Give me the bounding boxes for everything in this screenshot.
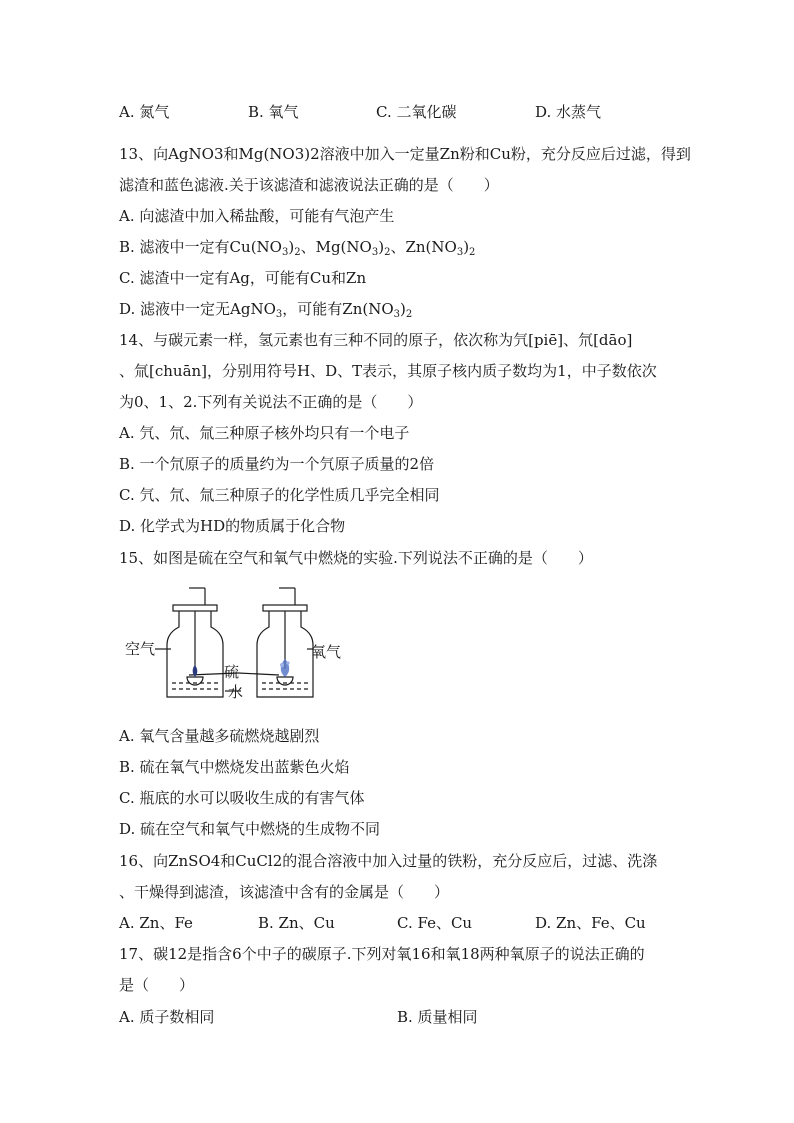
q16-option-a: A. Zn、Fe: [119, 914, 193, 932]
q17-option-b: B. 质量相同: [397, 1008, 478, 1026]
q15-option-a: A. 氧气含量越多硫燃烧越剧烈: [119, 727, 320, 745]
q15-stem: 15、如图是硫在空气和氧气中燃烧的实验.下列说法不正确的是（ ）: [119, 549, 593, 567]
q14-stem-line1: 14、与碳元素一样，氢元素也有三种不同的原子，依次称为氕[piē]、氘[dāo]: [119, 331, 633, 349]
q13-stem-line1: 13、向AgNO3和Mg(NO3)2溶液中加入一定量Zn粉和Cu粉，充分反应后过滤，得到: [119, 145, 691, 163]
q13-stem-line2: 滤渣和蓝色滤液.关于该滤渣和滤液说法正确的是（ ）: [119, 176, 499, 194]
q17-stem-line2: 是（ ）: [119, 976, 195, 994]
q15-option-c: C. 瓶底的水可以吸收生成的有害气体: [119, 789, 365, 807]
q13-option-a: A. 向滤渣中加入稀盐酸，可能有气泡产生: [119, 207, 395, 225]
q13-option-d: D. 滤液中一定无AgNO$_3$，可能有$Zn(NO_3)_2$: [119, 300, 413, 320]
q16-stem-line2: 、干燥得到滤渣，该滤渣中含有的金属是（ ）: [119, 883, 450, 901]
label-sulfur: 硫: [224, 663, 240, 681]
q17-option-a: A. 质子数相同: [119, 1008, 215, 1026]
q14-option-c: C. 氕、氘、氚三种原子的化学性质几乎完全相同: [119, 486, 440, 504]
q14-stem-line2: 、氚[chuān]，分别用符号H、D、T表示，其原子核内质子数均为1，中子数依次: [119, 362, 657, 380]
left-bottle: [167, 588, 223, 697]
q12-option-a: A. 氮气: [119, 103, 170, 121]
q15-option-b: B. 硫在氧气中燃烧发出蓝紫色火焰: [119, 758, 350, 776]
q12-option-d: D. 水蒸气: [535, 103, 602, 121]
q16-option-b: B. Zn、Cu: [258, 914, 335, 932]
q17-stem-line1: 17、碳12是指含6个中子的碳原子.下列对氧16和氧18两种氧原子的说法正确的: [119, 945, 645, 963]
label-air: 空气: [125, 640, 156, 658]
q16-option-d: D. Zn、Fe、Cu: [535, 914, 646, 932]
q12-option-c: C. 二氧化碳: [376, 103, 457, 121]
sulfur-combustion-figure: [125, 585, 350, 705]
q16-option-c: C. Fe、Cu: [397, 914, 473, 932]
q14-stem-line3: 为0、1、2.下列有关说法不正确的是（ ）: [119, 393, 423, 411]
right-bottle: [257, 588, 313, 697]
q13-option-b: B. 滤液中一定有$Cu(NO_3)_2$、$Mg(NO_3)_2$、$Zn(NO_3)_2$: [119, 238, 476, 258]
q14-option-d: D. 化学式为HD的物质属于化合物: [119, 517, 346, 535]
q14-option-b: B. 一个氘原子的质量约为一个氕原子质量的2倍: [119, 455, 435, 473]
q14-option-a: A. 氕、氘、氚三种原子核外均只有一个电子: [119, 424, 410, 442]
q16-stem-line1: 16、向ZnSO4和CuCl2的混合溶液中加入过量的铁粉，充分反应后，过滤、洗涤: [119, 852, 658, 870]
q12-option-b: B. 氧气: [248, 103, 299, 121]
label-oxygen: 氧气: [311, 643, 342, 661]
q15-option-d: D. 硫在空气和氧气中燃烧的生成物不同: [119, 820, 381, 838]
q13-option-c: C. 滤渣中一定有Ag，可能有Cu和Zn: [119, 269, 367, 287]
label-water: 水: [228, 683, 244, 701]
